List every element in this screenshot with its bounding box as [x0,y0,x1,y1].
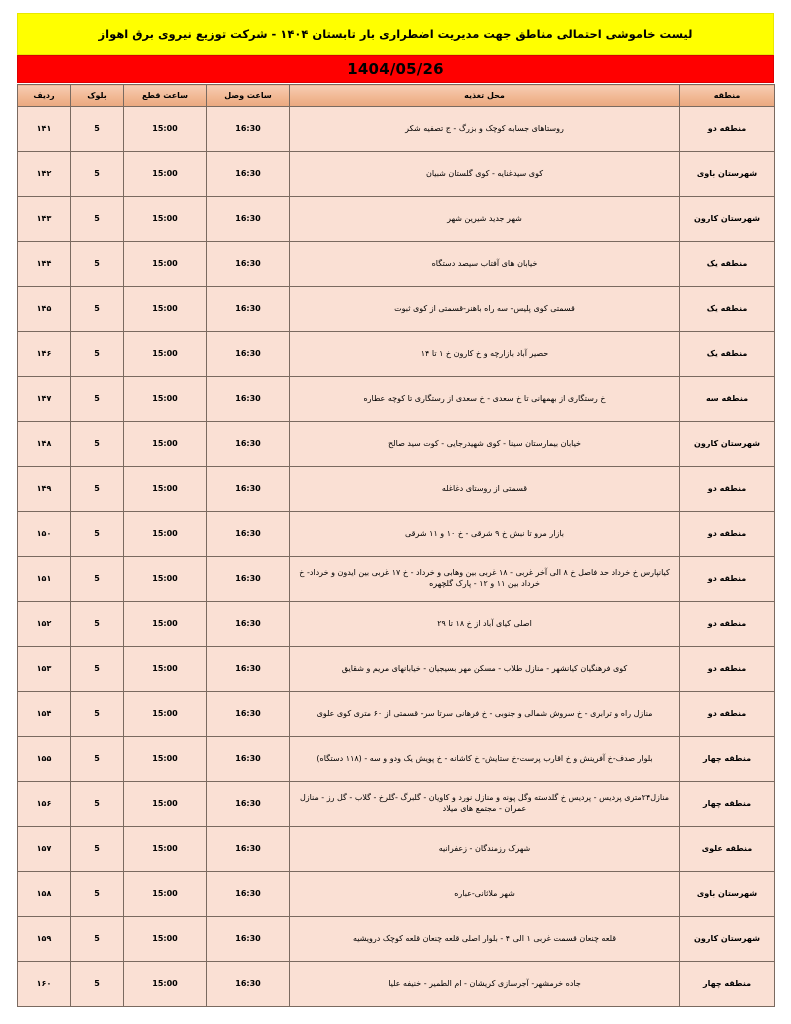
cell-row-number: ۱۴۱ [18,107,71,152]
column-header-reconnect-time: ساعت وصل [207,85,290,107]
cell-feed-location: خیابان بیمارستان سینا - کوی شهیدرجایی - کوت سید صالح [290,422,680,467]
cell-block: 5 [71,692,124,737]
cell-feed-location: کوی فرهنگیان کیانشهر - منازل طلاب - مسکن مهر بسیجیان - خیابانهای مریم و شقایق [290,647,680,692]
cell-zone: شهرستان کارون [680,197,775,242]
cell-block: 5 [71,962,124,1007]
cell-row-number: ۱۴۵ [18,287,71,332]
cell-block: 5 [71,152,124,197]
table-row [18,782,775,827]
cell-feed-location: کوی سیدغنایه - کوی گلستان شبیان [290,152,680,197]
cell-feed-location: خ رستگاری از بهمهانی تا خ سعدی - خ سعدی از رستگاری تا کوچه عطاره [290,377,680,422]
cell-block: 5 [71,782,124,827]
cell-block: 5 [71,287,124,332]
cell-feed-location: جاده خرمشهر- آجرسازی کریشان - ام الطمیر - خنیفه علیا [290,962,680,1007]
cell-zone: شهرستان باوی [680,152,775,197]
column-header-zone: منطقه [680,85,775,107]
cell-disconnect-time: 15:00 [124,602,207,647]
cell-zone: شهرستان باوی [680,872,775,917]
cell-row-number: ۱۴۷ [18,377,71,422]
table-row [18,872,775,917]
cell-feed-location: کیانپارس خ خرداد حد فاصل خ ۸ الی آخر غربی - ۱۸ غربی بین وهابی و خرداد - خ ۱۷ غربی بین ایدون و خرداد- خ خرداد بین ۱۱ و ۱۲ - پارک گلچهره [290,557,680,602]
cell-disconnect-time: 15:00 [124,962,207,1007]
cell-feed-location: قسمتی از روستای دغاغله [290,467,680,512]
cell-row-number: ۱۴۹ [18,467,71,512]
cell-feed-location: شهرک رزمندگان - زعفرانیه [290,827,680,872]
cell-row-number: ۱۵۹ [18,917,71,962]
cell-zone: منطقه دو [680,602,775,647]
table-row [18,467,775,512]
table-row [18,107,775,152]
cell-zone: منطقه چهار [680,737,775,782]
cell-disconnect-time: 15:00 [124,287,207,332]
cell-block: 5 [71,557,124,602]
table-row [18,197,775,242]
cell-feed-location: منازل راه و ترابری - خ سروش شمالی و جنوبی - خ فرهانی سرتا سر- قسمتی از ۶۰ متری کوی علوی [290,692,680,737]
table-row [18,737,775,782]
cell-row-number: ۱۴۲ [18,152,71,197]
cell-disconnect-time: 15:00 [124,917,207,962]
cell-disconnect-time: 15:00 [124,152,207,197]
cell-disconnect-time: 15:00 [124,242,207,287]
cell-reconnect-time: 16:30 [207,737,290,782]
cell-zone: منطقه دو [680,647,775,692]
cell-feed-location: بازار مرو تا نبش خ ۹ شرقی - خ ۱۰ و ۱۱ شرقی [290,512,680,557]
cell-block: 5 [71,332,124,377]
cell-block: 5 [71,377,124,422]
cell-zone: منطقه یک [680,242,775,287]
cell-block: 5 [71,602,124,647]
cell-zone: منطقه دو [680,512,775,557]
table-header-row [18,85,775,107]
table-row [18,422,775,467]
cell-zone: منطقه دو [680,467,775,512]
table-body [18,107,775,1007]
cell-feed-location: حصیر آباد بازارچه و خ کارون خ ۱ تا ۱۴ [290,332,680,377]
page-title: لیست خاموشی احتمالی مناطق جهت مدیریت اضطراری بار تابستان ۱۴۰۴ - شرکت توزیع نیروی برق اهواز [98,26,693,41]
cell-reconnect-time: 16:30 [207,107,290,152]
cell-disconnect-time: 15:00 [124,557,207,602]
cell-feed-location: اصلی کیای آباد از خ ۱۸ تا ۲۹ [290,602,680,647]
cell-reconnect-time: 16:30 [207,782,290,827]
cell-reconnect-time: 16:30 [207,332,290,377]
cell-reconnect-time: 16:30 [207,197,290,242]
cell-reconnect-time: 16:30 [207,377,290,422]
cell-block: 5 [71,647,124,692]
cell-row-number: ۱۵۴ [18,692,71,737]
cell-reconnect-time: 16:30 [207,602,290,647]
table-row [18,917,775,962]
cell-block: 5 [71,872,124,917]
cell-reconnect-time: 16:30 [207,287,290,332]
cell-zone: شهرستان کارون [680,917,775,962]
cell-reconnect-time: 16:30 [207,512,290,557]
cell-disconnect-time: 15:00 [124,512,207,557]
table-row [18,287,775,332]
cell-reconnect-time: 16:30 [207,242,290,287]
cell-feed-location: روستاهای جسابه کوچک و بزرگ - ج تصفیه شکر [290,107,680,152]
column-header-block: بلوک [71,85,124,107]
column-header-row-number: ردیف [18,85,71,107]
table-row [18,377,775,422]
cell-block: 5 [71,827,124,872]
cell-block: 5 [71,107,124,152]
cell-block: 5 [71,197,124,242]
cell-reconnect-time: 16:30 [207,962,290,1007]
cell-disconnect-time: 15:00 [124,377,207,422]
cell-feed-location: بلوار صدف-خ آفرینش و خ اقارب پرست-خ ستایش- خ کاشانه - خ پویش یک ودو و سه - (۱۱۸ دستگاه) [290,737,680,782]
document-date-banner [17,55,774,83]
table-row [18,602,775,647]
cell-reconnect-time: 16:30 [207,557,290,602]
cell-row-number: ۱۵۸ [18,872,71,917]
cell-reconnect-time: 16:30 [207,692,290,737]
table-row [18,512,775,557]
cell-feed-location: منازل۲۴متری پردیس - پردیس خ گلدسته وگل پونه و منازل نورد و کاویان - گلبرگ -گلرخ - گلاب - گل رز - منازل عمران - مجتمع های میلاد [290,782,680,827]
cell-row-number: ۱۵۲ [18,602,71,647]
cell-reconnect-time: 16:30 [207,872,290,917]
table-row [18,152,775,197]
cell-disconnect-time: 15:00 [124,782,207,827]
cell-zone: شهرستان کارون [680,422,775,467]
cell-row-number: ۱۴۴ [18,242,71,287]
cell-zone: منطقه چهار [680,782,775,827]
cell-row-number: ۱۵۵ [18,737,71,782]
cell-feed-location: خیابان های آفتاب سیصد دستگاه [290,242,680,287]
cell-disconnect-time: 15:00 [124,872,207,917]
cell-zone: منطقه سه [680,377,775,422]
cell-zone: منطقه یک [680,332,775,377]
cell-block: 5 [71,737,124,782]
column-header-feed-location: محل تغذیه [290,85,680,107]
table-row [18,242,775,287]
cell-feed-location: شهر جدید شیرین شهر [290,197,680,242]
column-header-disconnect-time: ساعت قطع [124,85,207,107]
cell-disconnect-time: 15:00 [124,422,207,467]
cell-reconnect-time: 16:30 [207,827,290,872]
cell-reconnect-time: 16:30 [207,647,290,692]
cell-row-number: ۱۴۶ [18,332,71,377]
cell-row-number: ۱۵۷ [18,827,71,872]
cell-disconnect-time: 15:00 [124,197,207,242]
table-row [18,557,775,602]
cell-row-number: ۱۵۳ [18,647,71,692]
cell-zone: منطقه دو [680,692,775,737]
cell-block: 5 [71,242,124,287]
cell-feed-location: شهر ملاثانی-عباره [290,872,680,917]
cell-reconnect-time: 16:30 [207,152,290,197]
cell-disconnect-time: 15:00 [124,647,207,692]
cell-feed-location: قلعه چنعان قسمت غربی ۱ الی ۴ - بلوار اصلی قلعه چنعان قلعه کوچک درویشیه [290,917,680,962]
table-header [18,85,775,107]
cell-reconnect-time: 16:30 [207,917,290,962]
cell-block: 5 [71,467,124,512]
cell-feed-location: قسمتی کوی پلیس- سه راه باهنر-قسمتی از کوی ثبوت [290,287,680,332]
cell-zone: منطقه علوی [680,827,775,872]
cell-block: 5 [71,422,124,467]
cell-row-number: ۱۵۱ [18,557,71,602]
table-row [18,692,775,737]
cell-disconnect-time: 15:00 [124,107,207,152]
cell-disconnect-time: 15:00 [124,332,207,377]
table-row [18,647,775,692]
cell-block: 5 [71,512,124,557]
cell-row-number: ۱۵۰ [18,512,71,557]
document-title-banner [17,13,774,55]
outage-schedule-table [17,84,775,1007]
cell-row-number: ۱۵۶ [18,782,71,827]
cell-reconnect-time: 16:30 [207,422,290,467]
cell-row-number: ۱۶۰ [18,962,71,1007]
cell-reconnect-time: 16:30 [207,467,290,512]
cell-row-number: ۱۴۸ [18,422,71,467]
schedule-date: 1404/05/26 [347,60,444,78]
cell-zone: منطقه چهار [680,962,775,1007]
cell-disconnect-time: 15:00 [124,467,207,512]
table-row [18,332,775,377]
table-row [18,962,775,1007]
cell-zone: منطقه دو [680,107,775,152]
cell-block: 5 [71,917,124,962]
cell-disconnect-time: 15:00 [124,737,207,782]
cell-disconnect-time: 15:00 [124,692,207,737]
cell-row-number: ۱۴۳ [18,197,71,242]
cell-disconnect-time: 15:00 [124,827,207,872]
cell-zone: منطقه یک [680,287,775,332]
table-row [18,827,775,872]
cell-zone: منطقه دو [680,557,775,602]
